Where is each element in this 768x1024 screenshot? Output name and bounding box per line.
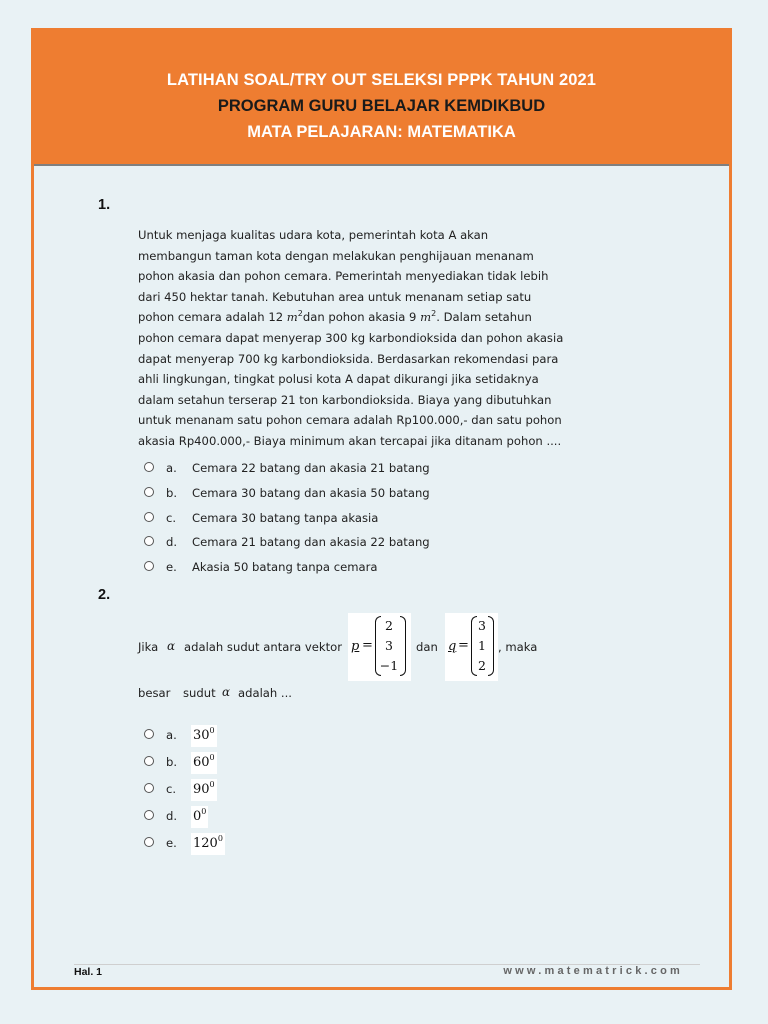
option-letter: d. [166, 535, 178, 549]
q1-line: dalam setahun terserap 21 ton karbondioksida. Biaya yang dibutuhkan [138, 392, 552, 407]
radio-button[interactable] [144, 487, 154, 497]
option-letter: e. [166, 560, 177, 574]
option-letter: a. [166, 461, 177, 475]
equals-sign: = [458, 638, 469, 653]
option-text: Cemara 22 batang dan akasia 21 batang [192, 461, 430, 475]
degree-value: 60 [193, 755, 210, 770]
question-2-number: 2. [98, 587, 111, 603]
unit-m: m [420, 310, 432, 325]
header-banner [34, 31, 729, 166]
equals-sign: = [362, 638, 373, 653]
alpha-symbol: α [222, 685, 231, 699]
vector-q-x: 3 [478, 618, 486, 633]
degree-exp: 0 [217, 834, 223, 843]
q2-jika: Jika [138, 640, 159, 654]
q2-besar: besar [138, 686, 171, 700]
q2-option-a-value [191, 725, 217, 747]
option-letter: d. [166, 809, 178, 823]
option-letter: e. [166, 836, 177, 850]
header-title: LATIHAN SOAL/TRY OUT SELEKSI PPPK TAHUN 2021 [166, 71, 597, 89]
vector-q-label: q [448, 639, 457, 654]
vector-q-y: 1 [478, 638, 486, 653]
option-text: Cemara 21 batang dan akasia 22 batang [192, 535, 430, 549]
document-page [31, 28, 732, 990]
q2-option-c-value [191, 779, 217, 801]
unit-exp: 2 [431, 309, 437, 319]
radio-button[interactable] [144, 756, 154, 766]
q2-dan: dan [416, 640, 438, 654]
degree-exp: 0 [209, 780, 215, 789]
vector-q [445, 613, 498, 681]
header-program: PROGRAM GURU BELAJAR KEMDIKBUD [217, 97, 546, 115]
radio-button[interactable] [144, 536, 154, 546]
option-letter: c. [166, 511, 177, 525]
q1-line: pohon cemara dapat menyerap 300 kg karbondioksida dan pohon akasia [138, 330, 564, 345]
degree-exp: 0 [209, 726, 215, 735]
degree-value: 0 [193, 809, 202, 824]
q1-text: . Dalam setahun [436, 310, 532, 325]
q2-option-e-value [191, 833, 225, 855]
vector-p-z: −1 [379, 658, 399, 673]
degree-value: 30 [193, 728, 210, 743]
degree-exp: 0 [201, 807, 207, 816]
q2-option-d-value [191, 806, 208, 828]
radio-button[interactable] [144, 462, 154, 472]
radio-button[interactable] [144, 837, 154, 847]
option-letter: b. [166, 486, 178, 500]
q2-maka: , maka [498, 640, 538, 654]
option-letter: c. [166, 782, 177, 796]
vector-p-x: 2 [385, 618, 393, 633]
radio-button[interactable] [144, 783, 154, 793]
option-letter: a. [166, 728, 177, 742]
q1-text: pohon cemara adalah 12 [138, 310, 287, 325]
alpha-symbol: α [167, 639, 176, 653]
q1-line: Untuk menjaga kualitas udara kota, pemerintah kota A akan [138, 228, 489, 242]
option-text: Cemara 30 batang dan akasia 50 batang [192, 486, 430, 500]
degree-value: 90 [193, 782, 210, 797]
vector-p-y: 3 [385, 638, 393, 653]
q1-line: membangun taman kota dengan melakukan penghijauan menanam [138, 248, 534, 263]
option-text: Cemara 30 batang tanpa akasia [192, 511, 379, 525]
q1-line-units [138, 307, 588, 328]
right-bracket [400, 616, 406, 676]
q2-text: adalah sudut antara vektor [184, 640, 343, 654]
website-link[interactable]: www.matematrick.com [503, 965, 683, 977]
q2-adalah: adalah ... [238, 686, 292, 700]
vector-p [348, 613, 411, 681]
option-text: Akasia 50 batang tanpa cemara [192, 560, 378, 574]
degree-exp: 0 [209, 753, 215, 762]
q1-line: dari 450 hektar tanah. Kebutuhan area untuk menanam setiap satu [138, 289, 532, 304]
radio-button[interactable] [144, 729, 154, 739]
page-number: Hal. 1 [74, 966, 103, 978]
right-bracket [488, 616, 494, 676]
degree-value: 120 [193, 836, 218, 851]
radio-button[interactable] [144, 512, 154, 522]
radio-button[interactable] [144, 810, 154, 820]
q1-text: dan pohon akasia 9 [302, 310, 421, 325]
question-1-number: 1. [98, 197, 111, 213]
q1-line: untuk menanam satu pohon cemara adalah Rp100.000,- dan satu pohon [138, 413, 562, 428]
q1-line: pohon akasia dan pohon cemara. Pemerintah menyediakan tidak lebih [138, 269, 549, 284]
q2-option-b-value [191, 752, 217, 774]
vector-q-z: 2 [478, 658, 486, 673]
q1-line: ahli lingkungan, tingkat polusi kota A dapat dikurangi jika setidaknya [138, 372, 539, 387]
q1-line: dapat menyerap 700 kg karbondioksida. Berdasarkan rekomendasi para [138, 351, 559, 366]
q2-sudut: sudut [183, 686, 216, 700]
option-letter: b. [166, 755, 178, 769]
unit-m: m [286, 310, 298, 325]
vector-p-label: p [351, 639, 360, 654]
question-1-text [138, 225, 588, 452]
q1-line: akasia Rp400.000,- Biaya minimum akan tercapai jika ditanam pohon .... [138, 433, 562, 448]
radio-button[interactable] [144, 561, 154, 571]
header-subject: MATA PELAJARAN: MATEMATIKA [247, 123, 516, 141]
unit-exp: 2 [297, 309, 303, 319]
